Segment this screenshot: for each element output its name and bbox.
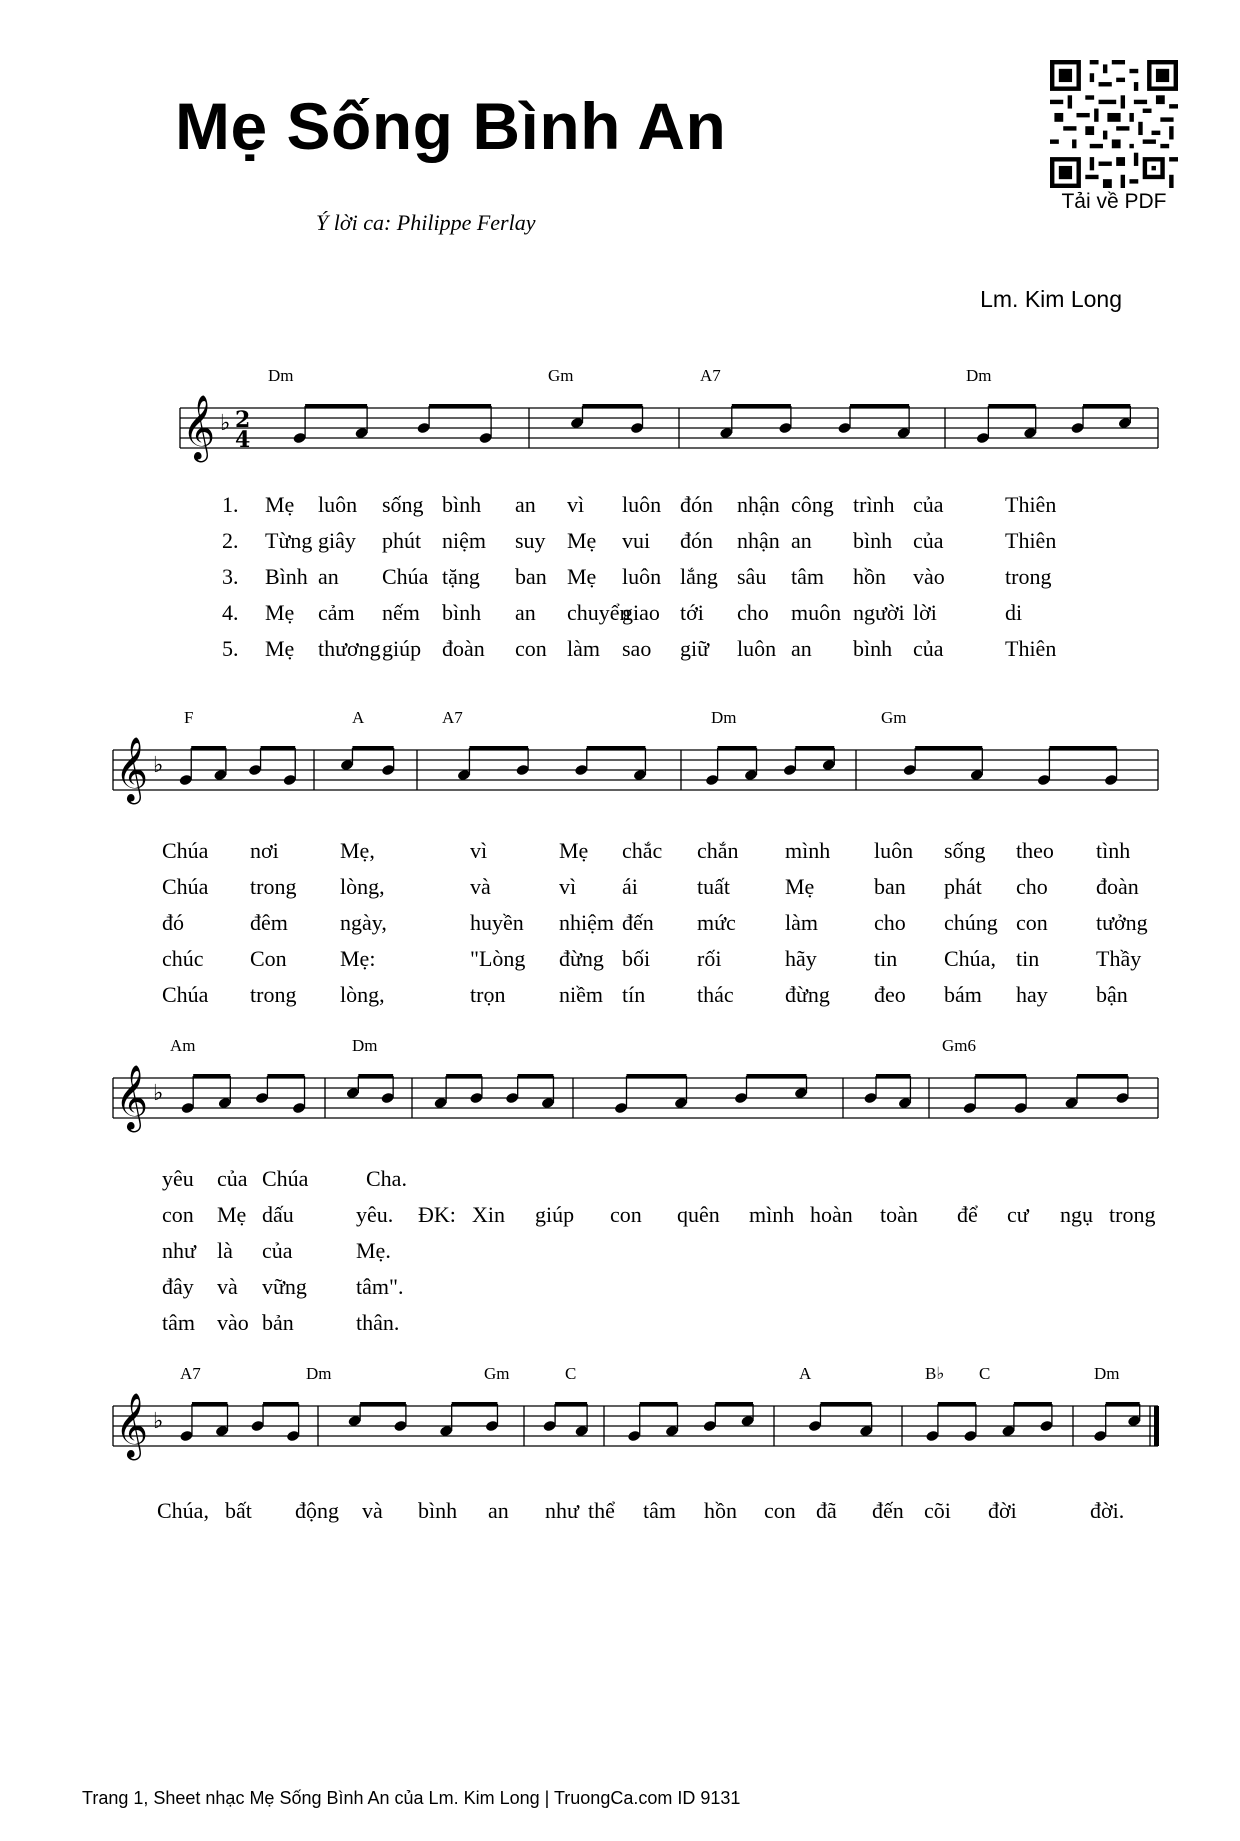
lyric-syllable: luôn [737, 636, 777, 661]
page-footer: Trang 1, Sheet nhạc Mẹ Sống Bình An của Lm. Kim Long | TruongCa.com ID 9131 [82, 1788, 741, 1808]
lyric-syllable: đời. [1090, 1498, 1125, 1523]
lyric-syllable: cho [737, 600, 769, 625]
lyric-syllable: dấu [262, 1202, 294, 1227]
treble-clef: 𝄞 [115, 1393, 149, 1458]
lyric-syllable: bản [262, 1310, 294, 1335]
lyric-syllable: trong [1005, 564, 1052, 589]
chord-symbol: Dm [1094, 1364, 1120, 1383]
lyric-syllable: bình [853, 528, 893, 553]
lyric-syllable: như [545, 1498, 579, 1523]
qr-code[interactable] [1050, 60, 1178, 188]
lyric-syllable: và [217, 1274, 238, 1299]
treble-clef: 𝄞 [115, 737, 149, 802]
lyric-syllable: luôn [874, 838, 914, 863]
song-title: Mẹ Sống Bình An [175, 89, 727, 163]
lyric-syllable: chúng [944, 910, 998, 935]
chord-symbol: Gm [881, 708, 907, 727]
lyric-syllable: hồn [853, 564, 886, 589]
chord-symbol: A7 [442, 708, 463, 727]
lyric-syllable: an [515, 492, 536, 517]
lyric-syllable: Chúa [162, 874, 209, 899]
lyric-syllable: theo [1016, 838, 1054, 863]
note-beam [261, 746, 296, 750]
composer-credit: Lm. Kim Long [980, 286, 1122, 312]
note-beam [1106, 1402, 1140, 1406]
lyric-syllable: đó [162, 910, 184, 935]
note-beam [358, 1074, 393, 1078]
note-beam [1077, 1074, 1128, 1078]
note-beam [452, 1402, 498, 1406]
lyric-syllable: tặng [442, 564, 480, 589]
lyric-syllable: bận [1096, 982, 1128, 1007]
lyric-syllable: 2. [222, 528, 239, 553]
lyric-syllable: bình [853, 636, 893, 661]
note-beam [732, 404, 791, 408]
note-beam [795, 746, 834, 750]
lyric-syllable: Chúa, [157, 1498, 209, 1523]
lyric-syllable: "Lòng [470, 946, 526, 971]
lyric-syllable: bình [442, 492, 482, 517]
lyric-syllable: cư [1007, 1202, 1029, 1227]
lyric-syllable: cho [1016, 874, 1048, 899]
lyric-syllable: Chúa [162, 982, 209, 1007]
lyric-syllable: vào [913, 564, 945, 589]
staff-system [0, 720, 1240, 840]
chord-symbol: Gm [484, 1364, 510, 1383]
lyric-syllable: phút [382, 528, 422, 553]
lyric-syllable: thân. [356, 1310, 400, 1335]
lyric-syllable: nhiệm [559, 910, 614, 935]
lyric-syllable: đêm [250, 910, 288, 935]
lyric-syllable: Mẹ [559, 838, 589, 863]
lyric-syllable: vì [470, 838, 488, 863]
lyric-syllable: tin [1016, 946, 1040, 971]
note-beam [192, 1402, 228, 1406]
lyric-syllable: của [217, 1166, 248, 1191]
lyric-syllable: 5. [222, 636, 239, 661]
note-beam [429, 404, 491, 408]
lyric-syllable: Mẹ: [340, 946, 376, 971]
key-signature-flat: ♭ [220, 411, 231, 436]
note-beam [305, 404, 367, 408]
lyric-syllable: Chúa [382, 564, 429, 589]
lyric-syllable: vì [559, 874, 577, 899]
lyric-syllable: an [791, 636, 812, 661]
lyric-syllable: cõi [924, 1498, 951, 1523]
lyric-syllable: của [913, 528, 944, 553]
lyric-syllable: tâm [791, 564, 824, 589]
chord-symbol: Am [170, 1036, 196, 1055]
lyric-syllable: quên [677, 1202, 720, 1227]
note-beam [1049, 746, 1116, 750]
lyric-syllable: của [913, 492, 944, 517]
lyric-syllable: sâu [737, 564, 767, 589]
lyric-syllable: đoàn [1096, 874, 1139, 899]
lyric-syllable: thể [588, 1498, 615, 1523]
lyric-syllable: 4. [222, 600, 239, 625]
lyric-syllable: đây [162, 1274, 194, 1299]
lyric-syllable: tuất [697, 874, 730, 899]
lyric-syllable: mình [749, 1202, 795, 1227]
lyric-syllable: làm [785, 910, 818, 935]
note-beam [876, 1074, 910, 1078]
lyric-syllable: hồn [704, 1498, 737, 1523]
lyric-syllable: ngày, [340, 910, 387, 935]
lyric-syllable: giao [622, 600, 660, 625]
lyric-syllable: chúc [162, 946, 204, 971]
lyric-syllable: Mẹ [567, 564, 597, 589]
lyric-syllable: vào [217, 1310, 249, 1335]
lyric-syllable: luôn [318, 492, 358, 517]
lyric-syllable: rối [697, 946, 722, 971]
lyric-syllable: suy [515, 528, 546, 553]
lyric-syllable: trong [1109, 1202, 1156, 1227]
lyric-syllable: tín [622, 982, 646, 1007]
lyric-syllable: tâm [643, 1498, 676, 1523]
lyric-syllable: 3. [222, 564, 239, 589]
lyric-syllable: sống [382, 492, 424, 517]
lyric-syllable: chắc [622, 838, 663, 863]
lyricist-credit: Ý lời ca: Philippe Ferlay [316, 210, 536, 235]
lyric-syllable: vững [262, 1274, 307, 1299]
lyric-syllable: mức [697, 910, 736, 935]
lyric-syllable: Mẹ [265, 636, 295, 661]
lyric-syllable: Mẹ. [356, 1238, 391, 1263]
lyric-syllable: thương [318, 636, 381, 661]
note-beam [587, 746, 646, 750]
lyric-syllable: công [791, 492, 834, 517]
treble-clef: 𝄞 [115, 1065, 149, 1130]
lyric-syllable: yêu. [356, 1202, 394, 1227]
lyric-syllable: Mẹ [785, 874, 815, 899]
lyric-syllable: tình [1096, 838, 1131, 863]
lyric-syllable: giúp [535, 1202, 575, 1227]
lyric-syllable: cảm [318, 600, 355, 625]
lyric-syllable: Con [250, 946, 287, 971]
lyric-syllable: nhận [737, 492, 780, 517]
time-signature-bottom: 4 [235, 427, 251, 453]
note-beam [627, 1074, 687, 1078]
note-beam [555, 1402, 587, 1406]
lyric-syllable: Chúa [162, 838, 209, 863]
lyric-syllable: an [791, 528, 812, 553]
final-barline [1154, 1406, 1159, 1446]
note-beam [747, 1074, 807, 1078]
lyric-syllable: cho [874, 910, 906, 935]
lyric-syllable: và [362, 1498, 383, 1523]
lyric-syllable: phát [944, 874, 982, 899]
lyric-syllable: làm [567, 636, 600, 661]
lyric-syllable: trình [853, 492, 895, 517]
note-beam [267, 1074, 304, 1078]
note-beam [938, 1402, 976, 1406]
lyric-syllable: giây [318, 528, 356, 553]
lyric-syllable: sống [944, 838, 986, 863]
note-beam [1083, 404, 1130, 408]
chord-symbol: Dm [352, 1036, 378, 1055]
lyric-syllable: và [470, 874, 491, 899]
key-signature-flat: ♭ [153, 1081, 164, 1106]
lyric-syllable: huyền [470, 910, 524, 935]
lyric-syllable: di [1005, 600, 1023, 625]
lyric-syllable: Thiên [1005, 636, 1057, 661]
lyric-syllable: hãy [785, 946, 817, 971]
note-beam [718, 746, 757, 750]
lyric-syllable: Mẹ [265, 600, 295, 625]
lyric-syllable: là [217, 1238, 233, 1263]
note-beam [915, 746, 982, 750]
lyric-syllable: đến [622, 910, 654, 935]
treble-clef: 𝄞 [182, 395, 216, 460]
lyric-syllable: ngụ [1060, 1202, 1093, 1227]
chord-symbol: Gm6 [942, 1036, 976, 1055]
lyric-syllable: con [1016, 910, 1048, 935]
staff-system [0, 1376, 1240, 1496]
lyric-syllable: tin [874, 946, 898, 971]
note-beam [352, 746, 393, 750]
lyric-syllable: an [515, 600, 536, 625]
lyric-syllable: thác [697, 982, 734, 1007]
key-signature-flat: ♭ [153, 1409, 164, 1434]
chord-symbol: Dm [306, 1364, 332, 1383]
lyric-syllable: bám [944, 982, 982, 1007]
lyric-syllable: tâm". [356, 1274, 404, 1299]
lyric-syllable: lòng, [340, 982, 385, 1007]
chord-symbol: Gm [548, 366, 574, 385]
lyric-syllable: đã [816, 1498, 837, 1523]
lyric-syllable: đừng [559, 946, 604, 971]
note-beam [715, 1402, 753, 1406]
lyric-syllable: luôn [622, 564, 662, 589]
lyric-syllable: con [515, 636, 547, 661]
lyric-syllable: Từng [265, 528, 313, 553]
lyric-syllable: luôn [622, 492, 662, 517]
lyric-syllable: Chúa, [944, 946, 996, 971]
lyric-syllable: Cha. [366, 1166, 407, 1191]
chord-symbol: Dm [711, 708, 737, 727]
lyric-syllable: nếm [382, 600, 420, 625]
lyric-syllable: ban [874, 874, 906, 899]
lyric-syllable: trọn [470, 982, 506, 1007]
lyric-syllable: động [295, 1498, 339, 1523]
chord-symbol: Dm [966, 366, 992, 385]
key-signature-flat: ♭ [153, 753, 164, 778]
lyric-syllable: Mẹ [265, 492, 295, 517]
time-signature-top: 2 [235, 407, 251, 433]
lyric-syllable: toàn [880, 1202, 918, 1227]
note-beam [583, 404, 643, 408]
note-beam [850, 404, 909, 408]
lyric-syllable: 1. [222, 492, 239, 517]
lyric-syllable: lời [913, 600, 937, 625]
chord-symbol: Dm [268, 366, 294, 385]
lyric-syllable: giúp [382, 636, 422, 661]
note-beam [820, 1402, 871, 1406]
lyric-syllable: an [318, 564, 339, 589]
lyric-syllable: hay [1016, 982, 1048, 1007]
download-pdf-label[interactable]: Tải về PDF [1061, 190, 1167, 213]
lyric-syllable: Thầy [1096, 946, 1142, 971]
note-beam [446, 1074, 482, 1078]
lyric-syllable: tâm [162, 1310, 195, 1335]
lyric-syllable: đón [680, 492, 713, 517]
lyric-syllable: đừng [785, 982, 830, 1007]
lyric-syllable: nơi [250, 838, 279, 863]
lyric-syllable: đời [988, 1498, 1017, 1523]
lyric-syllable: chắn [697, 838, 739, 863]
lyric-syllable: đến [872, 1498, 904, 1523]
lyric-syllable: của [913, 636, 944, 661]
note-beam [263, 1402, 299, 1406]
lyric-syllable: trong [250, 874, 297, 899]
lyric-syllable: muôn [791, 600, 842, 625]
lyric-syllable: ban [515, 564, 547, 589]
lyric-syllable: vì [567, 492, 585, 517]
note-beam [191, 746, 226, 750]
lyric-syllable: đoàn [442, 636, 485, 661]
lyric-syllable: nhận [737, 528, 780, 553]
lyric-syllable: giữ [680, 636, 710, 661]
lyric-syllable: con [610, 1202, 642, 1227]
lyric-syllable: niềm [559, 982, 603, 1007]
lyric-syllable: Bình [265, 564, 308, 589]
lyric-syllable: an [488, 1498, 509, 1523]
chord-symbol: C [565, 1364, 577, 1383]
lyric-syllable: Thiên [1005, 492, 1057, 517]
chord-symbol: C [979, 1364, 991, 1383]
chord-symbol: B♭ [925, 1364, 945, 1383]
lyric-syllable: bất [225, 1498, 252, 1523]
lyric-syllable: sao [622, 636, 652, 661]
chord-symbol: A7 [180, 1364, 201, 1383]
note-beam [193, 1074, 230, 1078]
lyric-syllable: tưởng [1096, 910, 1148, 935]
note-beam [469, 746, 528, 750]
lyric-syllable: Thiên [1005, 528, 1057, 553]
chord-symbol: F [184, 708, 194, 727]
lyric-syllable: yêu [162, 1166, 194, 1191]
lyric-syllable: niệm [442, 528, 486, 553]
lyric-syllable: hoàn [810, 1202, 853, 1227]
chord-symbol: A [352, 708, 365, 727]
lyric-syllable: tới [680, 600, 704, 625]
note-beam [1014, 1402, 1052, 1406]
note-beam [988, 404, 1035, 408]
staff-system [0, 378, 1240, 498]
lyric-syllable: Chúa [262, 1166, 309, 1191]
note-beam [975, 1074, 1026, 1078]
lyric-syllable: mình [785, 838, 831, 863]
note-beam [640, 1402, 678, 1406]
lyric-syllable: bối [622, 946, 651, 971]
staff-system [0, 1048, 1240, 1168]
lyric-syllable: con [764, 1498, 796, 1523]
lyric-syllable: trong [250, 982, 297, 1007]
chord-symbol: A7 [700, 366, 721, 385]
lyric-syllable: đón [680, 528, 713, 553]
lyric-syllable: Mẹ [567, 528, 597, 553]
lyric-syllable: của [262, 1238, 293, 1263]
lyric-syllable: bình [442, 600, 482, 625]
note-beam [518, 1074, 554, 1078]
lyric-syllable: lắng [680, 564, 718, 589]
lyric-syllable: như [162, 1238, 196, 1263]
lyric-syllable: Mẹ, [340, 838, 375, 863]
lyric-syllable: con [162, 1202, 194, 1227]
lyric-syllable: ĐK: [418, 1202, 456, 1227]
lyric-syllable: Mẹ [217, 1202, 247, 1227]
lyric-syllable: bình [418, 1498, 458, 1523]
chord-symbol: A [799, 1364, 812, 1383]
lyric-syllable: vui [622, 528, 651, 553]
lyric-syllable: Xin [472, 1202, 505, 1227]
lyric-syllable: đeo [874, 982, 906, 1007]
lyric-syllable: người [853, 600, 905, 625]
lyric-syllable: chuyển [567, 600, 631, 625]
lyric-syllable: để [957, 1202, 978, 1227]
note-beam [360, 1402, 406, 1406]
lyric-syllable: ái [622, 874, 638, 899]
lyric-syllable: lòng, [340, 874, 385, 899]
